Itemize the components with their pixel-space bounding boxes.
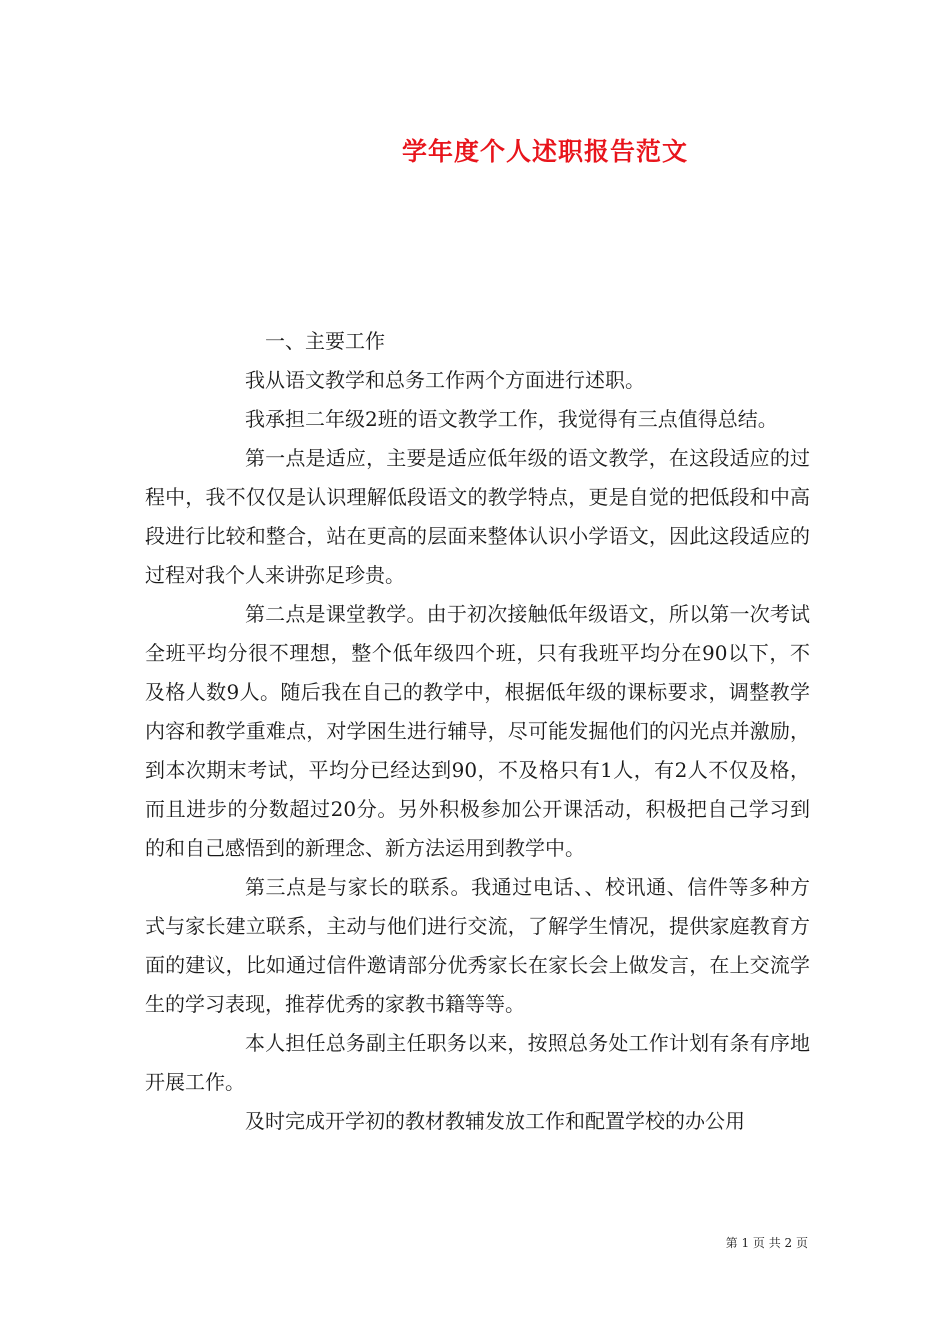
paragraph: 及时完成开学初的教材教辅发放工作和配置学校的办公用: [245, 1109, 745, 1133]
paragraph: 第二点是课堂教学。由于初次接触低年级语文，所以第一次考试全班平均分很不理想，整个低年级四个班，只有我班平均分在90以下，不及格人数9人。随后我在自己的教学中，根据低年级的课标要求，调整教学内容和教学重难点，对学困生进行辅导，尽可能发掘他们的闪光点并激励，到本次期末考试，平均分已经达到90，不及格只有1人，有2人不仅及格，而且进步的分数超过20分。另外积极参加公开课活动，积极把自己学习到的和自己感悟到的新理念、新方法运用到教学中。: [145, 602, 810, 860]
document-body: [145, 322, 810, 1141]
paragraph: 我承担二年级2班的语文教学工作，我觉得有三点值得总结。: [245, 407, 778, 431]
paragraph: 本人担任总务副主任职务以来，按照总务处工作计划有条有序地开展工作。: [145, 1031, 810, 1094]
paragraph: 第三点是与家长的联系。我通过电话、、校讯通、信件等多种方式与家长建立联系，主动与他们进行交流，了解学生情况，提供家庭教育方面的建议，比如通过信件邀请部分优秀家长在家长会上做发言，在上交流学生的学习表现，推荐优秀的家教书籍等等。: [145, 875, 810, 1016]
paragraph: 第一点是适应，主要是适应低年级的语文教学，在这段适应的过程中，我不仅仅是认识理解低段语文的教学特点，更是自觉的把低段和中高段进行比较和整合，站在更高的层面来整体认识小学语文，因此这段适应的过程对我个人来讲弥足珍贵。: [145, 446, 810, 587]
paragraph: 我从语文教学和总务工作两个方面进行述职。: [245, 368, 645, 392]
document-title: 学年度个人述职报告范文: [401, 137, 688, 166]
page-number-footer: 第 1 页 共 2 页: [725, 1236, 808, 1250]
section-heading: 一、主要工作: [265, 329, 385, 353]
